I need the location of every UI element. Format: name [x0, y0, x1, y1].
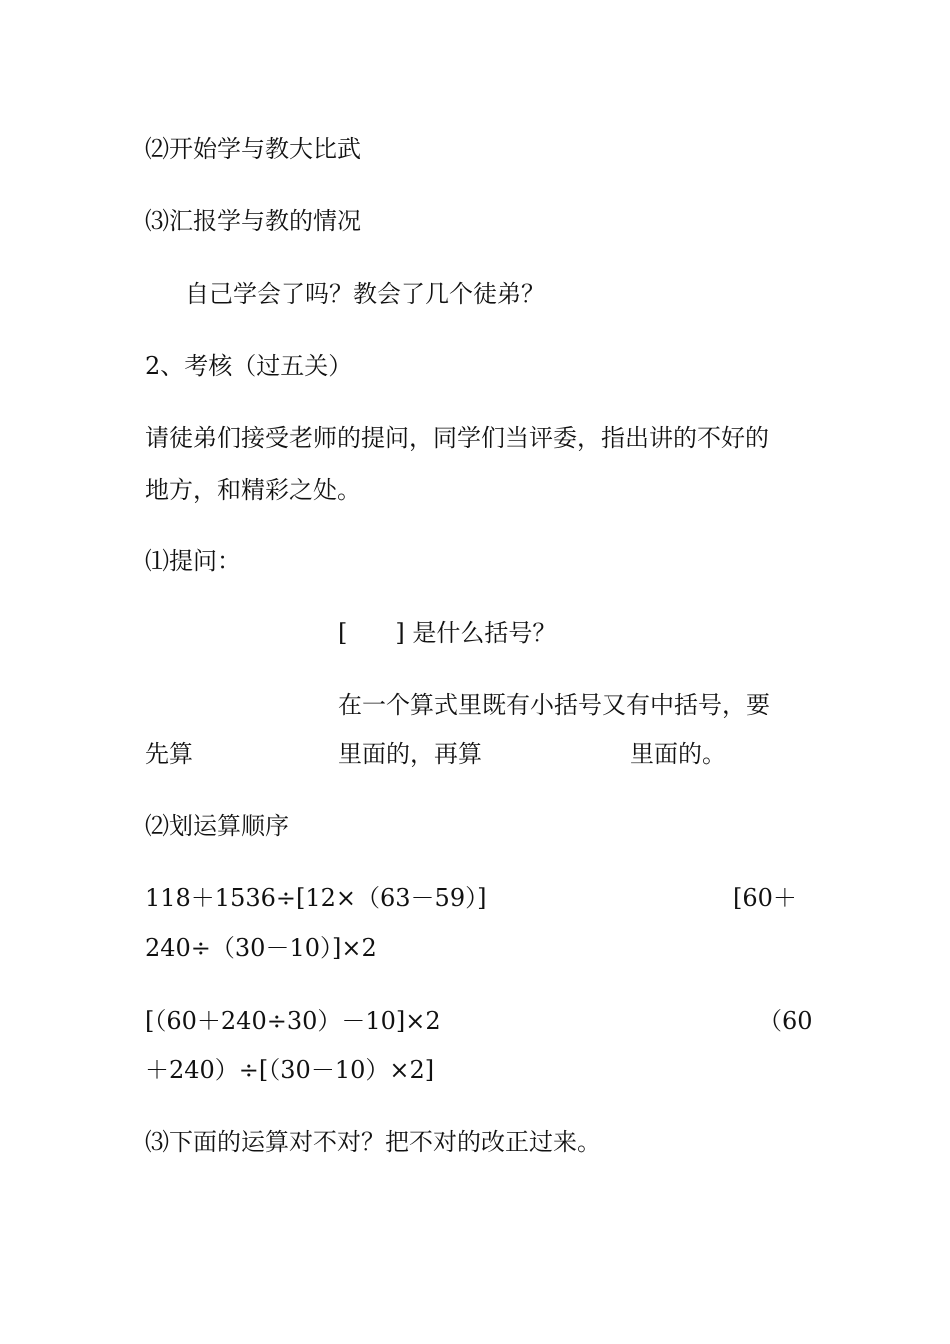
- rule-then-calc: 里面的，再算: [338, 740, 482, 768]
- instruction-line-2: 地方，和精彩之处。: [145, 476, 361, 504]
- rule-first-calc: 先算: [145, 740, 193, 768]
- step-questioning: ⑴提问：: [145, 547, 241, 575]
- expression-4-start: （60: [758, 1007, 813, 1035]
- expression-3: [（60＋240÷30）－10]×2: [145, 1007, 441, 1035]
- step-start-competition: ⑵开始学与教大比武: [145, 135, 361, 163]
- step-order-marking: ⑵划运算顺序: [145, 812, 289, 840]
- section-assessment-heading: 2、考核（过五关）: [145, 352, 353, 380]
- step-check-calculations: ⑶下面的运算对不对？把不对的改正过来。: [145, 1128, 601, 1156]
- step-report-situation: ⑶汇报学与教的情况: [145, 207, 361, 235]
- question-learned: 自己学会了吗？教会了几个徒弟？: [185, 280, 545, 308]
- rule-inside: 里面的。: [630, 740, 726, 768]
- expression-4-end: ＋240）÷[（30－10）×2]: [145, 1056, 435, 1084]
- bracket-question: [ ] 是什么括号？: [338, 619, 557, 647]
- instruction-line-1: 请徒弟们接受老师的提问，同学们当评委，指出讲的不好的: [145, 424, 769, 452]
- expression-2-start: [60＋: [733, 884, 797, 912]
- rule-line-1: 在一个算式里既有小括号又有中括号，要: [338, 691, 770, 719]
- expression-2-end: 240÷（30－10）]×2: [145, 934, 377, 962]
- expression-1: 118＋1536÷[12×（63－59）]: [145, 884, 487, 912]
